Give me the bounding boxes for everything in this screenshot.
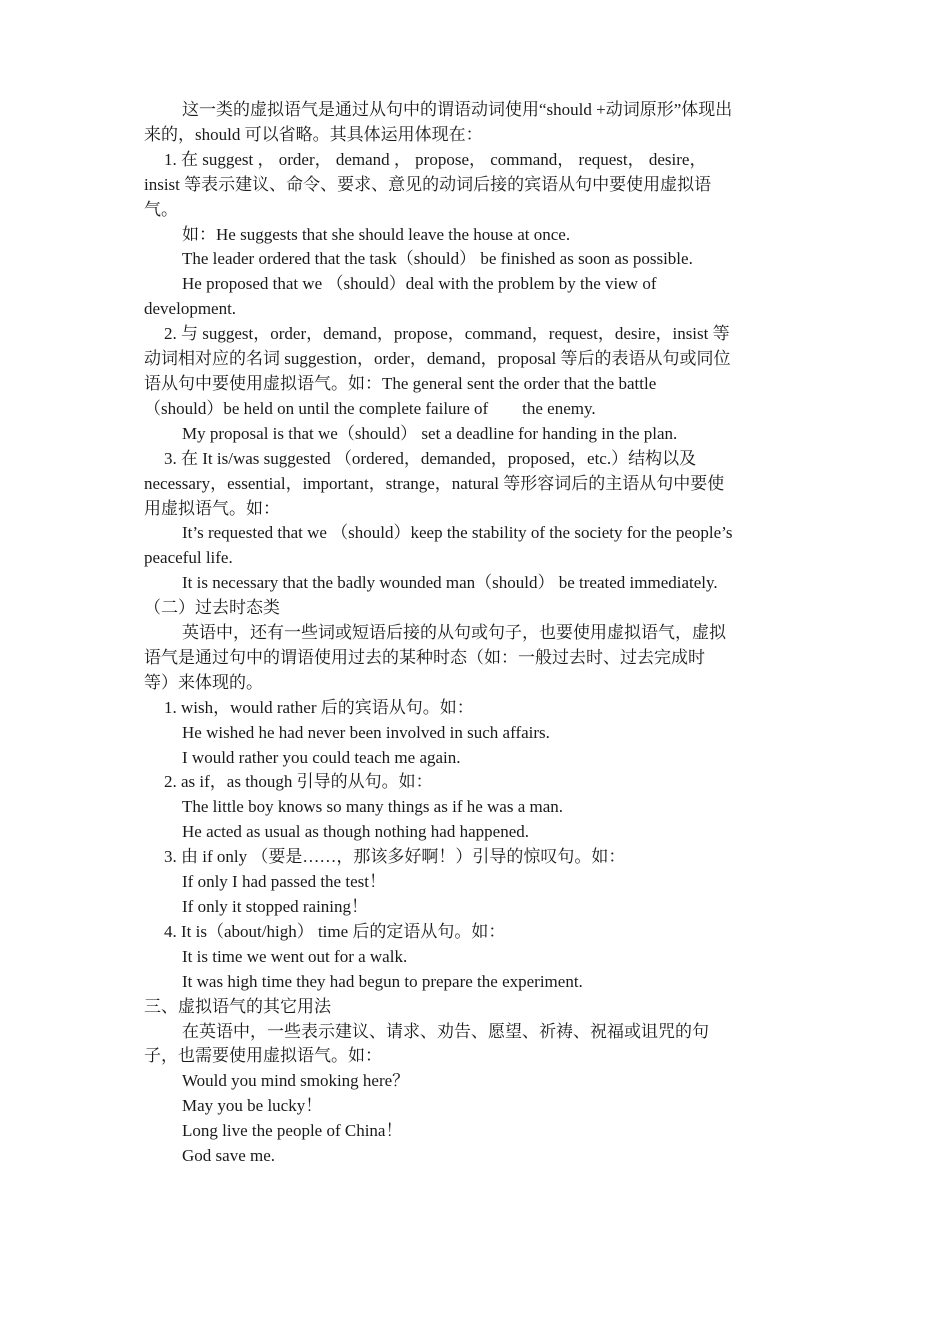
text-line: development. [144, 299, 237, 319]
document-body [144, 98, 808, 1169]
text-line: Long live the people of China！ [182, 1121, 403, 1141]
text-line: The leader ordered that the task（should） be finished as soon as possible. [182, 249, 693, 269]
text-line: The little boy knows so many things as if he was a man. [182, 797, 564, 817]
text-line: 语从句中要使用虚拟语气。如：The general sent the order that the battle [144, 373, 657, 393]
text-line: necessary，essential，important，strange，natural 等形容词后的主语从句中要使 [144, 473, 725, 493]
text-line: 三、虚拟语气的其它用法 [144, 996, 331, 1016]
text-line: 3. 在 It is/was suggested （ordered，demanded，proposed，etc.）结构以及 [164, 448, 697, 468]
text-line: 这一类的虚拟语气是通过从句中的谓语动词使用“should +动词原形”体现出 [182, 100, 733, 119]
text-line: It was high time they had begun to prepare the experiment. [182, 971, 583, 991]
text-line: 语气是通过句中的谓语使用过去的某种时态（如：一般过去时、过去完成时 [144, 647, 705, 667]
text-line: insist 等表示建议、命令、要求、意见的动词后接的宾语从句中要使用虚拟语 [144, 174, 712, 194]
text-line: （二）过去时态类 [144, 598, 280, 618]
text-line: 在英语中，一些表示建议、请求、劝告、愿望、祈祷、祝福或诅咒的句 [182, 1021, 709, 1041]
text-line: 1. 在 suggest ， order， demand ， propose， command， request， desire， [164, 149, 707, 169]
text-line: （should）be held on until the complete failure of the enemy. [144, 398, 596, 418]
text-line: 子，也需要使用虚拟语气。如： [144, 1046, 382, 1066]
text-line: 等）来体现的。 [144, 672, 263, 692]
text-line: God save me. [182, 1146, 276, 1166]
text-line: 4. It is（about/high） time 后的定语从句。如： [164, 921, 506, 941]
text-line: 1. wish，would rather 后的宾语从句。如： [164, 697, 474, 717]
text-line: May you be lucky！ [182, 1096, 323, 1116]
text-line: He wished he had never been involved in such affairs. [182, 722, 550, 742]
text-line: 2. 与 suggest，order，demand，propose，command，request，desire，insist 等 [164, 324, 730, 344]
text-line: I would rather you could teach me again. [182, 747, 461, 767]
text-line: It is time we went out for a walk. [182, 946, 408, 966]
text-line: 如：He suggests that she should leave the house at once. [182, 224, 571, 244]
text-line: If only I had passed the test！ [182, 872, 386, 892]
text-line: It is necessary that the badly wounded man（should） be treated immediately. [182, 573, 718, 593]
text-line: 气。 [144, 199, 178, 219]
text-line: 动词相对应的名词 suggestion，order，demand，proposal 等后的表语从句或同位 [144, 349, 731, 369]
text-line: peaceful life. [144, 548, 233, 568]
text-line: 来的，should 可以省略。其具体运用体现在： [144, 124, 483, 144]
text-line: He proposed that we （should）deal with the problem by the view of [182, 274, 657, 294]
text-line: 用虚拟语气。如： [144, 498, 280, 518]
text-line: 2. as if，as though 引导的从句。如： [164, 772, 433, 792]
text-line: My proposal is that we（should） set a deadline for handing in the plan. [182, 423, 678, 443]
text-line: He acted as usual as though nothing had happened. [182, 822, 529, 842]
text-line: 英语中，还有一些词或短语后接的从句或句子，也要使用虚拟语气，虚拟 [182, 623, 726, 643]
text-line: 3. 由 if only （要是……，那该多好啊！）引导的惊叹句。如： [164, 847, 626, 867]
text-line: Would you mind smoking here？ [182, 1071, 410, 1091]
text-line: It’s requested that we （should）keep the stability of the society for the people’s [182, 523, 733, 543]
text-line: If only it stopped raining！ [182, 897, 369, 916]
